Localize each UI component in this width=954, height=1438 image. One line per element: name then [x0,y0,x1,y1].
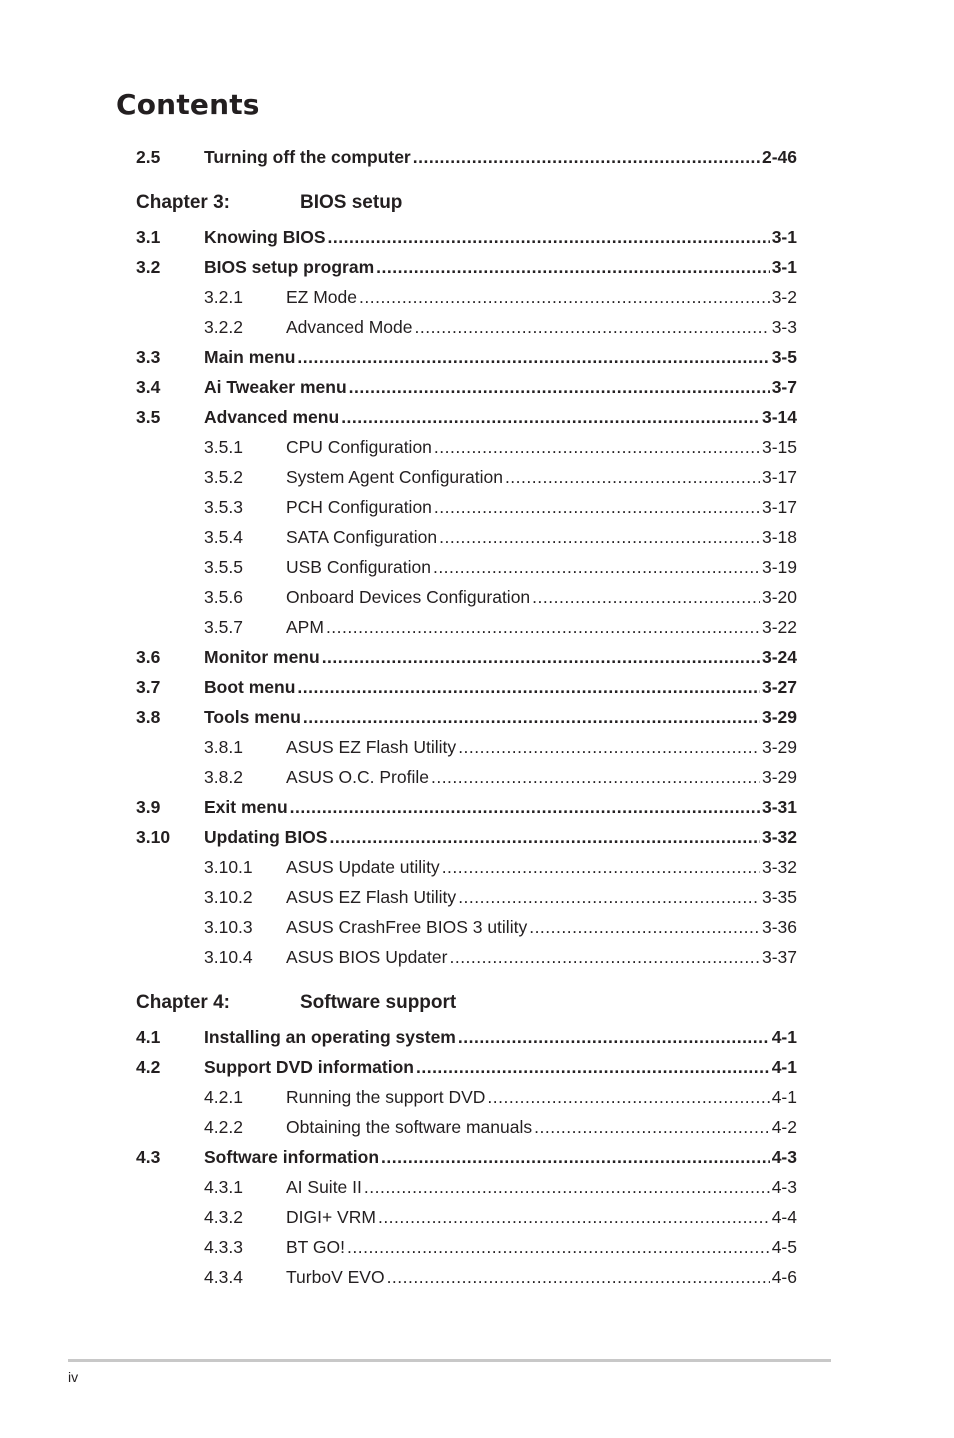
toc-entry-title: Turning off the computer [204,146,411,167]
toc-entry[interactable] [136,912,797,942]
toc-entry-title: Software information [204,1146,380,1167]
toc-entry-number: 3.5 [136,406,161,427]
chapter-title: BIOS setup [300,192,403,213]
toc-entry[interactable] [136,462,797,492]
dot-leader [505,467,760,488]
toc-entry-number: 3.5.2 [204,466,243,487]
toc-entry-number: 3.10.2 [204,886,253,907]
toc-entry-number: 3.9 [136,796,161,817]
dot-leader [414,317,769,338]
toc-entry-page: 3-14 [761,406,797,427]
toc-entry-page: 3-17 [761,466,797,487]
toc-entry-title: ASUS O.C. Profile [286,766,429,787]
toc-entry[interactable] [136,142,797,172]
toc-entry[interactable] [136,492,797,522]
toc-entry-page: 3-20 [761,586,797,607]
toc-entry[interactable] [136,612,797,642]
toc-entry-title: Main menu [204,346,296,367]
dot-leader [529,917,760,938]
toc-entry-number: 4.3.3 [204,1236,243,1257]
toc-entry-number: 4.3.2 [204,1206,243,1227]
toc-entry-page: 3-37 [761,946,797,967]
toc-entry-number: 3.1 [136,226,161,247]
toc-entry-title: SATA Configuration [286,526,438,547]
toc-entry-title: ASUS BIOS Updater [286,946,448,967]
toc-entry[interactable] [136,342,797,372]
dot-leader [458,887,760,908]
toc-entry-page: 4-4 [771,1206,797,1227]
dot-leader [433,557,760,578]
toc-entry[interactable] [136,1172,797,1202]
toc-entry-page: 3-5 [771,346,797,367]
table-of-contents [136,142,797,1292]
toc-entry-number: 4.3.4 [204,1266,243,1287]
toc-entry-number: 4.1 [136,1026,161,1047]
toc-entry-page: 3-32 [761,826,797,847]
toc-entry-title: Boot menu [204,676,296,697]
toc-entry-title: Exit menu [204,796,288,817]
toc-entry-page: 4-3 [771,1176,797,1197]
toc-entry[interactable] [136,1202,797,1232]
toc-entry-number: 3.5.3 [204,496,243,517]
toc-entry[interactable] [136,282,797,312]
toc-entry[interactable] [136,222,797,252]
toc-entry-number: 3.10.1 [204,856,253,877]
toc-entry[interactable] [136,402,797,432]
footer-page-number: iv [68,1369,79,1385]
toc-entry-title: Knowing BIOS [204,226,326,247]
toc-entry-number: 3.8.2 [204,766,243,787]
chapter-heading [136,988,797,1022]
toc-entry-number: 3.10.3 [204,916,253,937]
toc-entry-page: 3-32 [761,856,797,877]
toc-entry[interactable] [136,792,797,822]
toc-entry[interactable] [136,882,797,912]
toc-entry-page: 3-1 [771,256,797,277]
toc-entry[interactable] [136,1262,797,1292]
toc-entry-title: ASUS Update utility [286,856,440,877]
toc-entry-page: 3-2 [771,286,797,307]
toc-entry-title: Ai Tweaker menu [204,376,347,397]
toc-entry[interactable] [136,432,797,462]
dot-leader [329,827,760,848]
toc-entry-number: 3.5.1 [204,436,243,457]
toc-entry-title: APM [286,616,324,637]
page-title: Contents [116,88,260,121]
toc-entry-title: Running the support DVD [286,1086,486,1107]
dot-leader [297,677,760,698]
dot-leader [442,857,760,878]
toc-entry-title: Updating BIOS [204,826,328,847]
toc-entry-page: 3-24 [761,646,797,667]
toc-entry[interactable] [136,252,797,282]
toc-entry-title: BIOS setup program [204,256,375,277]
toc-entry-title: Advanced menu [204,406,340,427]
dot-leader [434,497,760,518]
toc-entry[interactable] [136,1052,797,1082]
toc-entry-title: AI Suite II [286,1176,362,1197]
dot-leader [434,437,760,458]
toc-entry-number: 3.4 [136,376,161,397]
toc-entry-number: 4.2.1 [204,1086,243,1107]
toc-entry-page: 4-1 [771,1056,797,1077]
dot-leader [378,1207,770,1228]
toc-entry-page: 4-1 [771,1026,797,1047]
toc-entry-page: 3-36 [761,916,797,937]
toc-entry[interactable] [136,1142,797,1172]
toc-entry-number: 3.7 [136,676,161,697]
toc-entry-title: BT GO! [286,1236,345,1257]
toc-entry-title: DIGI+ VRM [286,1206,376,1227]
toc-entry-title: Installing an operating system [204,1026,456,1047]
toc-entry[interactable] [136,702,797,732]
toc-entry-number: 3.5.4 [204,526,243,547]
toc-entry[interactable] [136,942,797,972]
dot-leader [381,1147,770,1168]
dot-leader [297,347,769,368]
chapter-label: Chapter 4: [136,992,230,1013]
dot-leader [359,287,770,308]
toc-entry[interactable] [136,1112,797,1142]
chapter-heading [136,188,797,222]
toc-entry-page: 4-6 [771,1266,797,1287]
dot-leader [303,707,760,728]
toc-entry-title: USB Configuration [286,556,431,577]
toc-entry-number: 3.8 [136,706,161,727]
dot-leader [341,407,760,428]
dot-leader [534,1117,770,1138]
toc-entry[interactable] [136,372,797,402]
toc-entry-page: 3-15 [761,436,797,457]
toc-entry-number: 3.2.2 [204,316,243,337]
toc-entry-page: 3-27 [761,676,797,697]
dot-leader [349,377,770,398]
toc-entry-page: 3-19 [761,556,797,577]
dot-leader [532,587,760,608]
toc-entry-page: 3-22 [761,616,797,637]
toc-entry-page: 3-29 [761,736,797,757]
toc-entry-number: 3.2 [136,256,161,277]
toc-entry-page: 4-1 [771,1086,797,1107]
toc-entry-number: 4.3.1 [204,1176,243,1197]
toc-entry-number: 4.3 [136,1146,161,1167]
dot-leader [416,1057,770,1078]
toc-entry-number: 3.3 [136,346,161,367]
dot-leader [431,767,760,788]
toc-entry[interactable] [136,822,797,852]
toc-entry-page: 3-18 [761,526,797,547]
dot-leader [290,797,760,818]
toc-entry-title: ASUS EZ Flash Utility [286,886,457,907]
toc-entry[interactable] [136,582,797,612]
dot-leader [387,1267,770,1288]
toc-entry-title: Tools menu [204,706,301,727]
toc-entry-title: Support DVD information [204,1056,414,1077]
toc-entry-page: 2-46 [761,146,797,167]
toc-entry-number: 2.5 [136,146,161,167]
toc-entry-title: ASUS EZ Flash Utility [286,736,457,757]
toc-entry-title: Onboard Devices Configuration [286,586,531,607]
toc-entry[interactable] [136,1232,797,1262]
toc-entry[interactable] [136,852,797,882]
toc-entry-page: 3-29 [761,706,797,727]
toc-entry-number: 3.2.1 [204,286,243,307]
toc-entry-number: 3.8.1 [204,736,243,757]
toc-entry-title: CPU Configuration [286,436,432,457]
toc-entry-page: 4-2 [771,1116,797,1137]
toc-entry-title: System Agent Configuration [286,466,503,487]
toc-entry-page: 3-1 [771,226,797,247]
dot-leader [458,737,760,758]
dot-leader [376,257,770,278]
toc-entry[interactable] [136,732,797,762]
toc-entry[interactable] [136,672,797,702]
toc-entry[interactable] [136,1082,797,1112]
chapter-label: Chapter 3: [136,192,230,213]
toc-entry[interactable] [136,312,797,342]
dot-leader [439,527,760,548]
toc-entry-number: 3.5.6 [204,586,243,607]
toc-entry-number: 3.6 [136,646,161,667]
toc-entry[interactable] [136,762,797,792]
toc-entry-number: 3.5.5 [204,556,243,577]
toc-entry-title: EZ Mode [286,286,357,307]
toc-entry-title: Obtaining the software manuals [286,1116,533,1137]
dot-leader [449,947,760,968]
dot-leader [458,1027,770,1048]
toc-entry-title: PCH Configuration [286,496,432,517]
toc-entry-page: 3-3 [771,316,797,337]
toc-entry-number: 3.5.7 [204,616,243,637]
toc-entry-page: 3-29 [761,766,797,787]
toc-entry-page: 3-31 [761,796,797,817]
toc-entry-title: Advanced Mode [286,316,413,337]
toc-entry-number: 3.10 [136,826,171,847]
toc-entry[interactable] [136,1022,797,1052]
dot-leader [326,617,760,638]
toc-entry-number: 4.2.2 [204,1116,243,1137]
dot-leader [347,1237,770,1258]
chapter-title: Software support [300,992,457,1013]
toc-entry-title: Monitor menu [204,646,320,667]
toc-entry-title: ASUS CrashFree BIOS 3 utility [286,916,528,937]
toc-entry-page: 3-7 [771,376,797,397]
toc-entry-page: 4-3 [771,1146,797,1167]
footer-rule [68,1359,831,1362]
toc-entry-page: 4-5 [771,1236,797,1257]
toc-entry[interactable] [136,522,797,552]
toc-entry-page: 3-35 [761,886,797,907]
dot-leader [487,1087,769,1108]
toc-entry-page: 3-17 [761,496,797,517]
toc-entry-number: 4.2 [136,1056,161,1077]
toc-entry[interactable] [136,642,797,672]
toc-entry-number: 3.10.4 [204,946,253,967]
dot-leader [328,227,770,248]
toc-entry-title: TurboV EVO [286,1266,385,1287]
dot-leader [322,647,760,668]
dot-leader [413,147,760,168]
dot-leader [364,1177,770,1198]
toc-entry[interactable] [136,552,797,582]
